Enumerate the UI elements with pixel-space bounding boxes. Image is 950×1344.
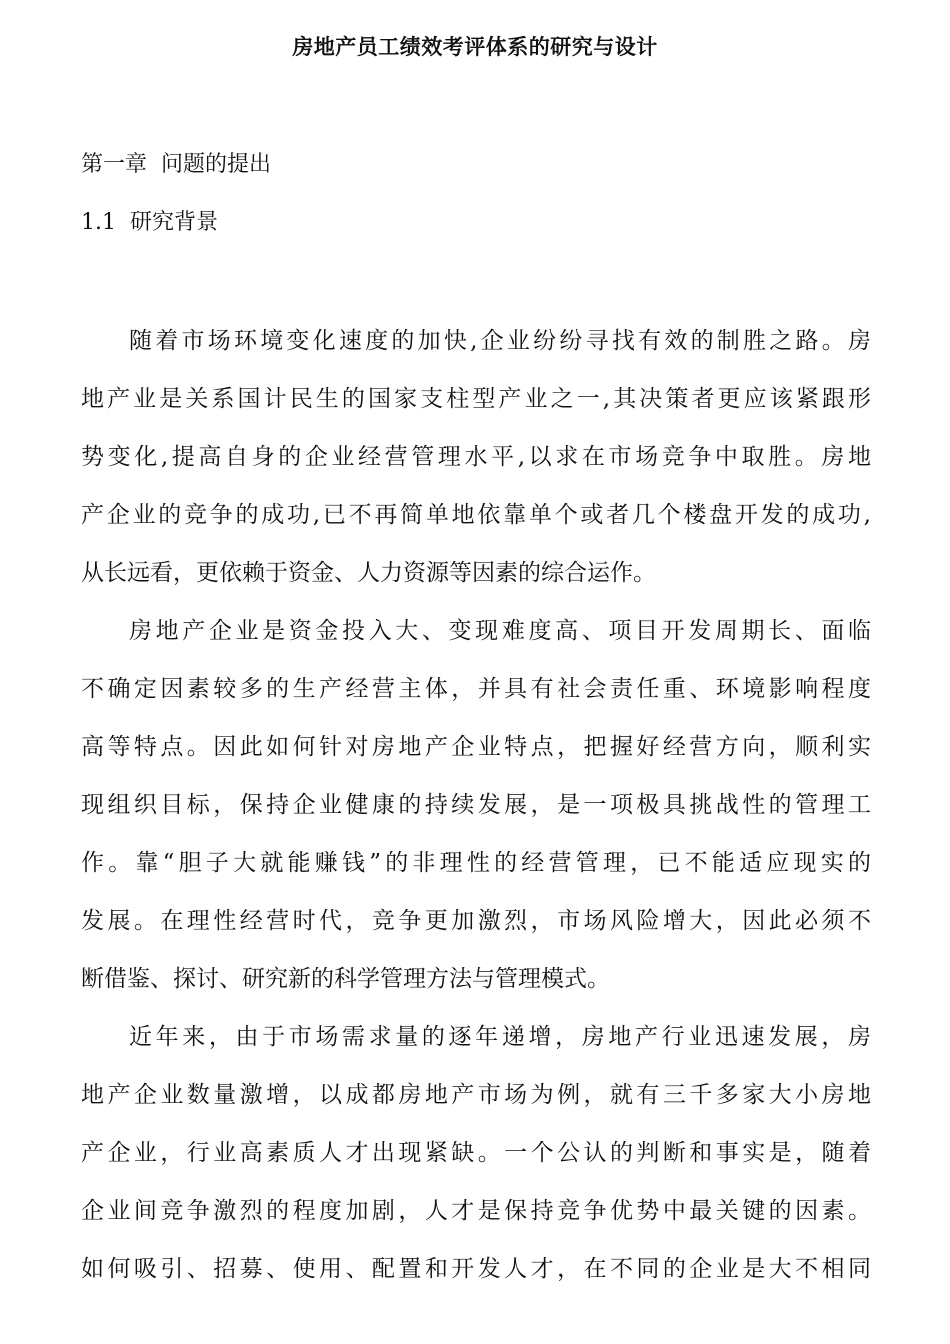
paragraph-3 xyxy=(81,1016,871,1306)
paragraph-line: 从长远看，更依赖于资金、人力资源等因素的综合运作。 xyxy=(81,560,656,586)
paragraph-line: 地产业是关系国计民生的国家支柱型产业之一,其决策者更应该紧跟形 xyxy=(81,386,871,412)
section-heading: 1.1 研究背景 xyxy=(81,210,218,235)
document-title: 房地产员工绩效考评体系的研究与设计 xyxy=(292,35,658,59)
paragraph-line: 产企业，行业高素质人才出现紧缺。一个公认的判断和事实是，随着 xyxy=(81,1140,871,1166)
paragraph-line: 断借鉴、探讨、研究新的科学管理方法与管理模式。 xyxy=(81,966,610,992)
paragraph-line: 近年来，由于市场需求量的逐年递增，房地产行业迅速发展，房 xyxy=(129,1024,871,1050)
paragraph-line: 企业间竞争激烈的程度加剧，人才是保持竞争优势中最关键的因素。 xyxy=(81,1198,871,1224)
paragraph-line: 随着市场环境变化速度的加快,企业纷纷寻找有效的制胜之路。房 xyxy=(129,328,871,354)
paragraph-line: 势变化,提高自身的企业经营管理水平,以求在市场竞争中取胜。房地 xyxy=(81,444,871,470)
paragraph-line: 产企业的竞争的成功,已不再简单地依靠单个或者几个楼盘开发的成功, xyxy=(81,502,871,528)
paragraph-line: 房地产企业是资金投入大、变现难度高、项目开发周期长、面临 xyxy=(129,618,871,644)
chapter-heading: 第一章 问题的提出 xyxy=(81,152,271,177)
paragraph-line: 发展。在理性经营时代，竞争更加激烈，市场风险增大，因此必须不 xyxy=(81,908,871,934)
paragraph-line: 作。靠“胆子大就能赚钱”的非理性的经营管理，已不能适应现实的 xyxy=(81,850,871,876)
paragraph-1 xyxy=(81,320,871,610)
paragraph-line: 地产企业数量激增，以成都房地产市场为例，就有三千多家大小房地 xyxy=(81,1082,871,1108)
paragraph-line: 现组织目标，保持企业健康的持续发展，是一项极具挑战性的管理工 xyxy=(81,792,871,818)
paragraph-2 xyxy=(81,610,871,1016)
paragraph-line: 如何吸引、招募、使用、配置和开发人才，在不同的企业是大不相同 xyxy=(81,1256,871,1282)
paragraph-line: 高等特点。因此如何针对房地产企业特点，把握好经营方向，顺利实 xyxy=(81,734,871,760)
body-text xyxy=(81,320,871,1306)
paragraph-line: 不确定因素较多的生产经营主体，并具有社会责任重、环境影响程度 xyxy=(81,676,871,702)
